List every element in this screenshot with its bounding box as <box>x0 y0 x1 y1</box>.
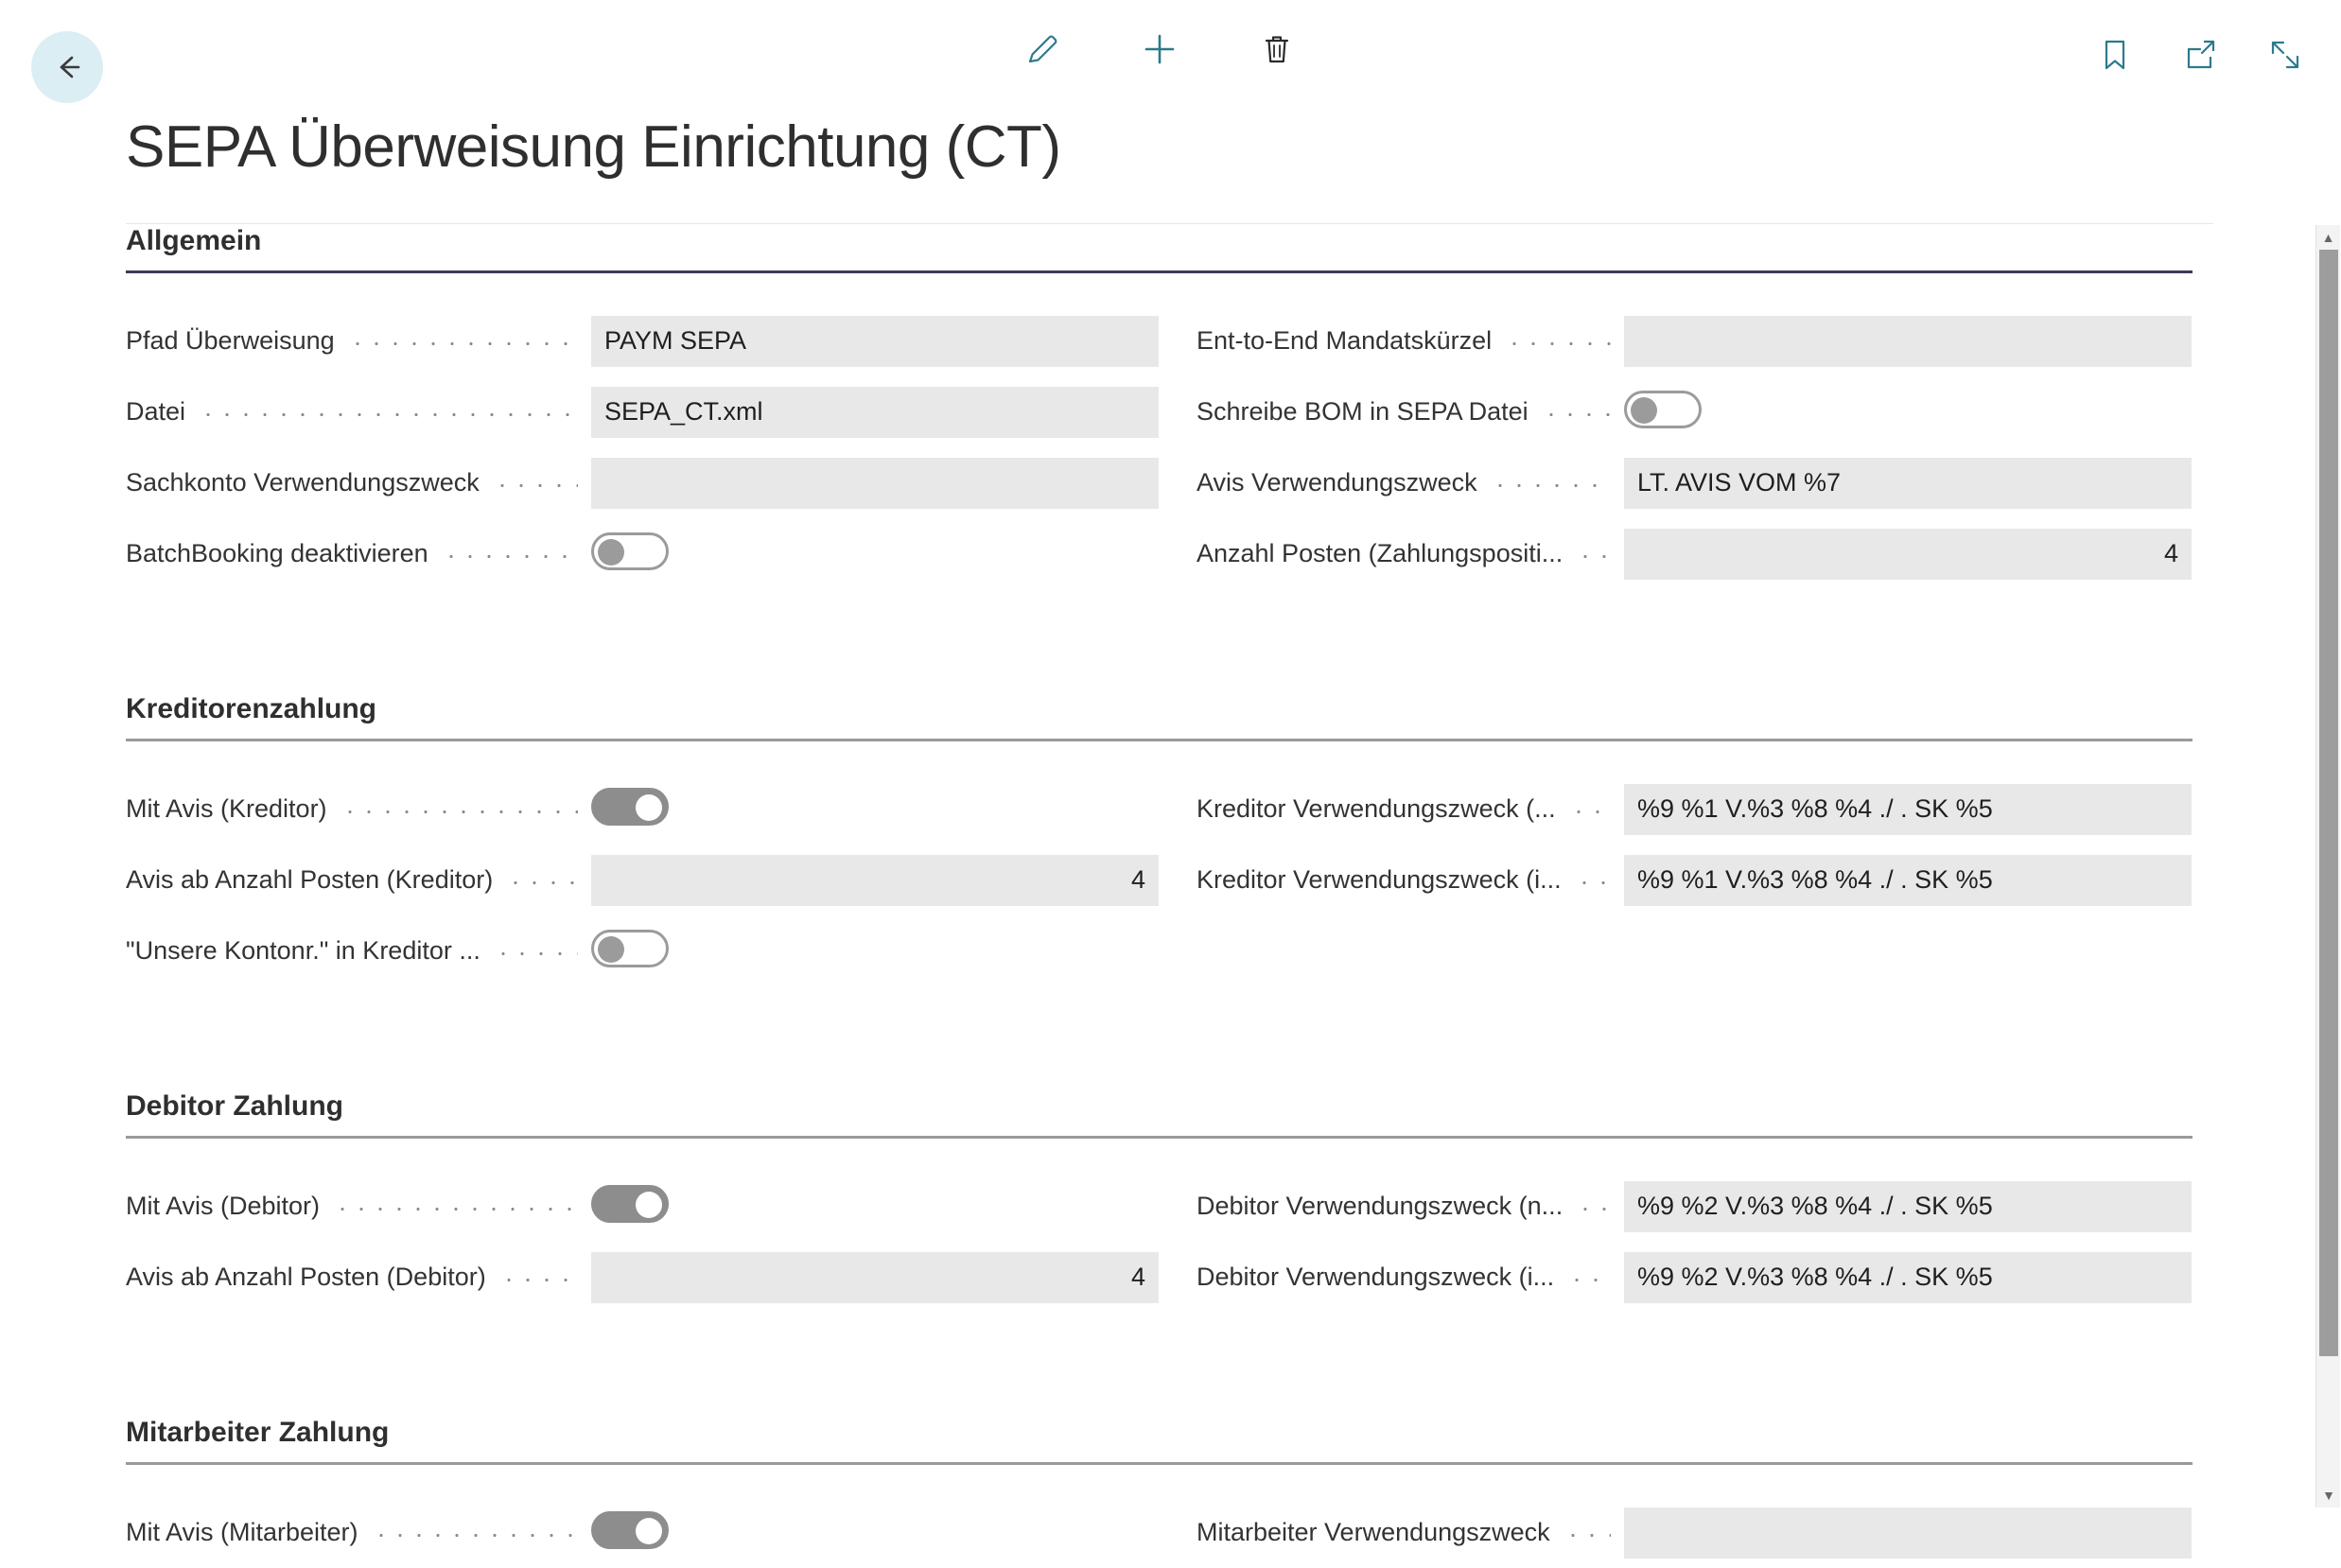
group-title: Allgemein <box>126 225 262 256</box>
plus-icon <box>1139 28 1180 75</box>
field-label: Debitor Verwendungszweck (i... <box>1197 1263 1555 1291</box>
mit-avis-kreditor-toggle[interactable] <box>591 788 669 826</box>
mit-avis-debitor-toggle[interactable] <box>591 1185 669 1223</box>
field-label: Schreibe BOM in SEPA Datei <box>1197 397 1529 426</box>
toggle-knob <box>636 794 662 821</box>
field-label: Avis ab Anzahl Posten (Debitor) <box>126 1263 486 1291</box>
vertical-scrollbar[interactable] <box>2315 225 2340 1507</box>
leader-dots <box>499 1264 578 1290</box>
command-bar <box>0 0 2340 117</box>
group-rule <box>126 1136 2193 1139</box>
group-allgemein <box>126 225 2213 589</box>
field-label: Kreditor Verwendungszweck (i... <box>1197 865 1562 894</box>
leader-dots <box>506 867 578 893</box>
field-unsere-kontonr-in-kreditor <box>126 915 1159 986</box>
field-label: Mit Avis (Mitarbeiter) <box>126 1518 358 1546</box>
field-label: BatchBooking deaktivieren <box>126 539 428 567</box>
leader-dots <box>493 470 578 496</box>
schreibe-bom-toggle[interactable] <box>1624 391 1702 428</box>
leader-dots <box>1505 328 1611 354</box>
field-label: Avis Verwendungszweck <box>1197 468 1477 497</box>
avis-verwendungszweck-input[interactable] <box>1624 458 2192 509</box>
scroll-down-button[interactable]: ▼ <box>2322 1488 2335 1503</box>
collapse-button[interactable] <box>2262 34 2308 79</box>
field-datei <box>126 376 1159 447</box>
group-rule <box>126 270 2193 273</box>
leader-dots <box>1491 470 1611 496</box>
toggle-knob <box>1631 397 1657 424</box>
field-kreditor-verwendungszweck-i <box>1197 845 2192 915</box>
toggle-knob <box>598 936 624 963</box>
field-debitor-verwendungszweck-n <box>1197 1171 2192 1242</box>
datei-input[interactable] <box>591 387 1159 438</box>
group-rule <box>126 739 2193 741</box>
share-button[interactable] <box>2177 34 2223 79</box>
right-action-group <box>2092 34 2308 79</box>
scrollbar-thumb[interactable] <box>2319 250 2338 1356</box>
field-avis-ab-anzahl-posten-debitor <box>126 1242 1159 1313</box>
field-mit-avis-mitarbeiter <box>126 1497 1159 1568</box>
page-title: SEPA Überweisung Einrichtung (CT) <box>126 114 1061 180</box>
field-label: Sachkonto Verwendungszweck <box>126 468 480 497</box>
scroll-up-button[interactable]: ▲ <box>2321 230 2335 245</box>
field-label: Mit Avis (Kreditor) <box>126 794 327 823</box>
center-action-group <box>1020 28 1300 74</box>
field-mit-avis-kreditor <box>126 774 1159 845</box>
settings-form <box>0 225 2340 1546</box>
field-mit-avis-debitor <box>126 1171 1159 1242</box>
debitor-verwendungszweck-n-input[interactable] <box>1624 1181 2192 1232</box>
header-divider <box>126 223 2213 224</box>
share-icon <box>2181 36 2219 78</box>
field-label: Debitor Verwendungszweck (n... <box>1197 1192 1564 1220</box>
leader-dots <box>341 796 578 822</box>
pencil-icon <box>1022 28 1063 75</box>
group-kreditorenzahlung <box>126 693 2213 986</box>
toggle-knob <box>636 1192 662 1218</box>
avis-ab-anzahl-posten-kreditor-input[interactable] <box>591 855 1159 906</box>
field-label: Ent-to-End Mandatskürzel <box>1197 326 1493 355</box>
ent-to-end-mandatskuerzel-input[interactable] <box>1624 316 2192 367</box>
field-sachkonto-verwendungszweck <box>126 447 1159 518</box>
kreditor-verwendungszweck-n-input[interactable] <box>1624 784 2192 835</box>
leader-dots <box>199 399 578 425</box>
field-avis-verwendungszweck <box>1197 447 2192 518</box>
group-debitor-zahlung <box>126 1090 2213 1313</box>
toggle-knob <box>598 539 624 566</box>
field-label: Datei <box>126 397 186 426</box>
field-kreditor-verwendungszweck-n <box>1197 774 2192 845</box>
field-anzahl-posten-zahlungsposition <box>1197 518 2192 589</box>
field-label: Anzahl Posten (Zahlungspositi... <box>1197 539 1564 567</box>
leader-dots <box>442 541 578 566</box>
field-label: Kreditor Verwendungszweck (... <box>1197 794 1556 823</box>
field-ent-to-end-mandatskuerzel <box>1197 305 2192 376</box>
field-avis-ab-anzahl-posten-kreditor <box>126 845 1159 915</box>
edit-button[interactable] <box>1020 28 1065 74</box>
mit-avis-mitarbeiter-toggle[interactable] <box>591 1511 669 1549</box>
bookmark-button[interactable] <box>2092 34 2138 79</box>
leader-dots <box>348 328 578 354</box>
unsere-kontonr-toggle[interactable] <box>591 930 669 967</box>
anzahl-posten-zahlungsposition-input[interactable] <box>1624 529 2192 580</box>
field-label: "Unsere Kontonr." in Kreditor ... <box>126 936 480 965</box>
field-debitor-verwendungszweck-i <box>1197 1242 2192 1313</box>
bookmark-icon <box>2096 36 2134 78</box>
leader-dots <box>494 938 578 964</box>
leader-dots <box>1575 867 1611 893</box>
group-title: Kreditorenzahlung <box>126 693 377 724</box>
trash-icon <box>1256 28 1298 75</box>
collapse-icon <box>2266 36 2304 78</box>
kreditor-verwendungszweck-i-input[interactable] <box>1624 855 2192 906</box>
field-mitarbeiter-verwendungszweck <box>1197 1497 2192 1568</box>
group-title: Debitor Zahlung <box>126 1090 343 1122</box>
leader-dots <box>372 1520 578 1545</box>
leader-dots <box>1567 1264 1611 1290</box>
leader-dots <box>333 1193 578 1219</box>
back-button[interactable] <box>31 31 103 103</box>
field-pfad-ueberweisung <box>126 305 1159 376</box>
field-label: Pfad Überweisung <box>126 326 335 355</box>
leader-dots <box>1564 1520 1611 1545</box>
group-mitarbeiter-zahlung <box>126 1417 2213 1568</box>
delete-button[interactable] <box>1254 28 1300 74</box>
group-rule <box>126 1462 2193 1465</box>
sachkonto-verwendungszweck-input[interactable] <box>591 458 1159 509</box>
mitarbeiter-verwendungszweck-input[interactable] <box>1624 1507 2192 1559</box>
leader-dots <box>1576 541 1611 566</box>
avis-ab-anzahl-posten-debitor-input[interactable] <box>591 1252 1159 1303</box>
leader-dots <box>1569 796 1611 822</box>
field-schreibe-bom-in-sepa-datei <box>1197 376 2192 447</box>
batchbooking-deaktivieren-toggle[interactable] <box>591 532 669 570</box>
pfad-ueberweisung-input[interactable] <box>591 316 1159 367</box>
field-batchbooking-deaktivieren <box>126 518 1159 589</box>
debitor-verwendungszweck-i-input[interactable] <box>1624 1252 2192 1303</box>
arrow-left-icon <box>46 46 88 88</box>
new-button[interactable] <box>1137 28 1182 74</box>
field-label: Avis ab Anzahl Posten (Kreditor) <box>126 865 494 894</box>
leader-dots <box>1576 1193 1611 1219</box>
leader-dots <box>1542 399 1611 425</box>
field-label: Mitarbeiter Verwendungszweck <box>1197 1518 1550 1546</box>
toggle-knob <box>636 1518 662 1544</box>
field-label: Mit Avis (Debitor) <box>126 1192 321 1220</box>
group-title: Mitarbeiter Zahlung <box>126 1417 390 1448</box>
